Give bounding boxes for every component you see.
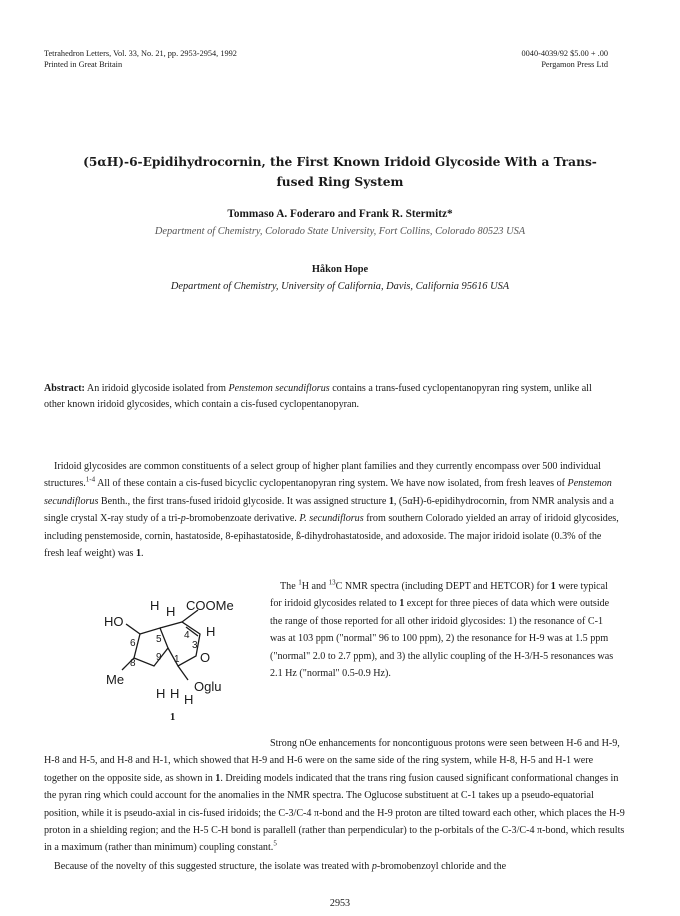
affiliation-1: Department of Chemistry, Colorado State University, Fort Collins, Colorado 80523 USA [154,226,526,237]
text-run: , (5αH)-6-epidihydrocornin, from NMR analysis and a single crystal X-ray study of a tri- [44,495,614,525]
species-name: P. secundiflorus [299,513,364,525]
text-run: . [140,548,144,560]
atom-h: H [156,686,166,701]
italic-p: p [180,513,186,525]
text-run: -bromobenzoyl chloride and the [376,861,507,872]
atom-number: 9 [156,652,162,663]
title-line-1: (5αH)-6-Epidihydrocornin, the First Known Iridoid Glycoside With a Trans- [83,155,597,169]
compound-ref: 1 [550,581,556,592]
atom-number: 4 [184,630,190,641]
text-run: except for three pieces of data which were outside the range of those reported for all other iridoid glycosides: 1) the resonance of C-1 was at 103 ppm ("normal" 96 to 100 ppm), 2) the resonance for H-9 was at 1.5 ppm ("normal" 2.0 to 2.7 ppm), and 3) the allylic coupling of the H-3/H-5 resonances was 2.1 Hz ("normal" 0.5-0.9 Hz). [270,598,614,680]
atom-me: Me [106,672,125,687]
affiliation-2: Department of Chemistry, University of California, Davis, California 95616 USA [170,281,510,292]
atom-number: 8 [130,658,136,669]
bond-ho [126,624,140,634]
compound-ref: 1 [388,495,394,507]
text-run: C NMR spectra (including DEPT and HETCOR) for [335,581,551,592]
text-run: were typical for iridoid glycosides related to [270,581,608,610]
abstract-species: Penstemon secundiflorus [228,383,330,394]
structure-label: 1 [170,712,176,723]
paragraph-xray [44,858,626,875]
atom-h: H [150,598,160,613]
text-run: -bromobenzoate derivative. [185,513,300,525]
atom-coome: COOMe [186,598,234,613]
publisher: Pergamon Press Ltd [541,60,608,69]
atom-h: H [184,692,194,707]
paragraph-nmr [270,578,620,682]
running-header-left [44,48,237,70]
atom-number: 6 [130,638,136,649]
structure-diagram [100,596,260,708]
superscript: 1 [298,578,302,587]
atom-h: H [170,686,180,701]
text-run: Iridoid glycosides are common constituents of a select group of higher plant families and they currently encompass over 500 individual structures. [44,461,601,490]
abstract-text: An iridoid glycoside isolated from [84,383,229,394]
printed-in: Printed in Great Britain [44,60,123,69]
text-run: Benth., the first trans-fused iridoid glycoside. It was assigned structure [98,495,389,507]
atom-ho: HO [104,614,124,629]
atom-number: 1 [174,654,180,665]
atom-number: 5 [156,634,162,645]
species-name: Penstemon secundiflorus [44,478,612,507]
bond-oglu [178,666,188,680]
citation-ref: 1-4 [85,476,96,485]
text-run: from southern Colorado yielded an array of iridoid glycosides, including penstemoside, cornin, hastatoside, 8-epihastatoside, ß-dihydrohastatoside, and adoxoside. The major iridoid isolate (0.3% of the fresh leaf weight) was [44,513,619,560]
running-header-right [522,48,609,70]
citation-ref: 5 [273,840,277,849]
text-run: All of these contain a cis-fused bicyclic cyclopentanopyran ring system. We have now isolated, from fresh leaves of [95,478,568,490]
abstract-label: Abstract: [44,383,85,394]
title-line-2: fused Ring System [276,175,404,189]
abstract-text: contains a trans-fused cyclopentanopyran ring system, unlike all other known iridoid glycosides, which contain a cis-fused cyclopentanopyran. [44,383,592,410]
text-run: The [280,581,299,592]
article-title [40,152,640,192]
compound-ref: 1 [135,548,141,560]
atom-number: 3 [192,640,198,651]
author-group-1: Tommaso A. Foderaro and Frank R. Stermitz* [227,208,453,220]
abstract [44,381,604,413]
atom-h: H [206,624,216,639]
author-group-2: Håkon Hope [311,264,369,275]
paragraph-noe [44,735,626,857]
issn-price: 0040-4039/92 $5.00 + .00 [521,49,608,58]
page-number: 2953 [329,898,351,909]
journal-citation: Tetrahedron Letters, Vol. 33, No. 21, pp. 2953-2954, 1992 [44,49,237,58]
text-run: Because of the novelty of this suggested structure, the isolate was treated with [54,861,372,872]
atom-oglu: Oglu [194,679,222,694]
superscript: 13 [328,578,336,587]
atom-h: H [166,604,176,619]
text-run: H and [301,581,329,592]
compound-ref: 1 [215,772,221,784]
italic-p: p [371,861,377,872]
atom-o: O [200,650,211,665]
compound-ref: 1 [399,598,405,610]
text-run: Strong nOe enhancements for noncontiguous protons were seen between H-6 and H-9, H-8 and H-5, and H-8 and H-1, which showed that H-9 and H-6 were on the same side of the ring system, while H-8, H-5 and H-1 were together on the opposite side, as shown in [44,738,620,784]
text-run: . Dreiding models indicated that the trans ring fusion caused significant conformational changes in the pyran ring which could account for the anomalies in the NMR spectra. The Oglucose substituent at C-1 takes up a pseudo-equatorial position, while it is pseudo-axial in cis-fused iridoids; the C-3/C-4 π-bond and the H-9 proton are tilted toward each other, which places the H-9 proton in a shielding region; and the H-5 C-H bond is parallell (rather than perpendicular) to the p-orbitals of the C-3/C-4 π-bond, which results in a maximum (rather than minimum) coupling constant. [44,772,625,854]
paragraph-intro [44,458,624,562]
